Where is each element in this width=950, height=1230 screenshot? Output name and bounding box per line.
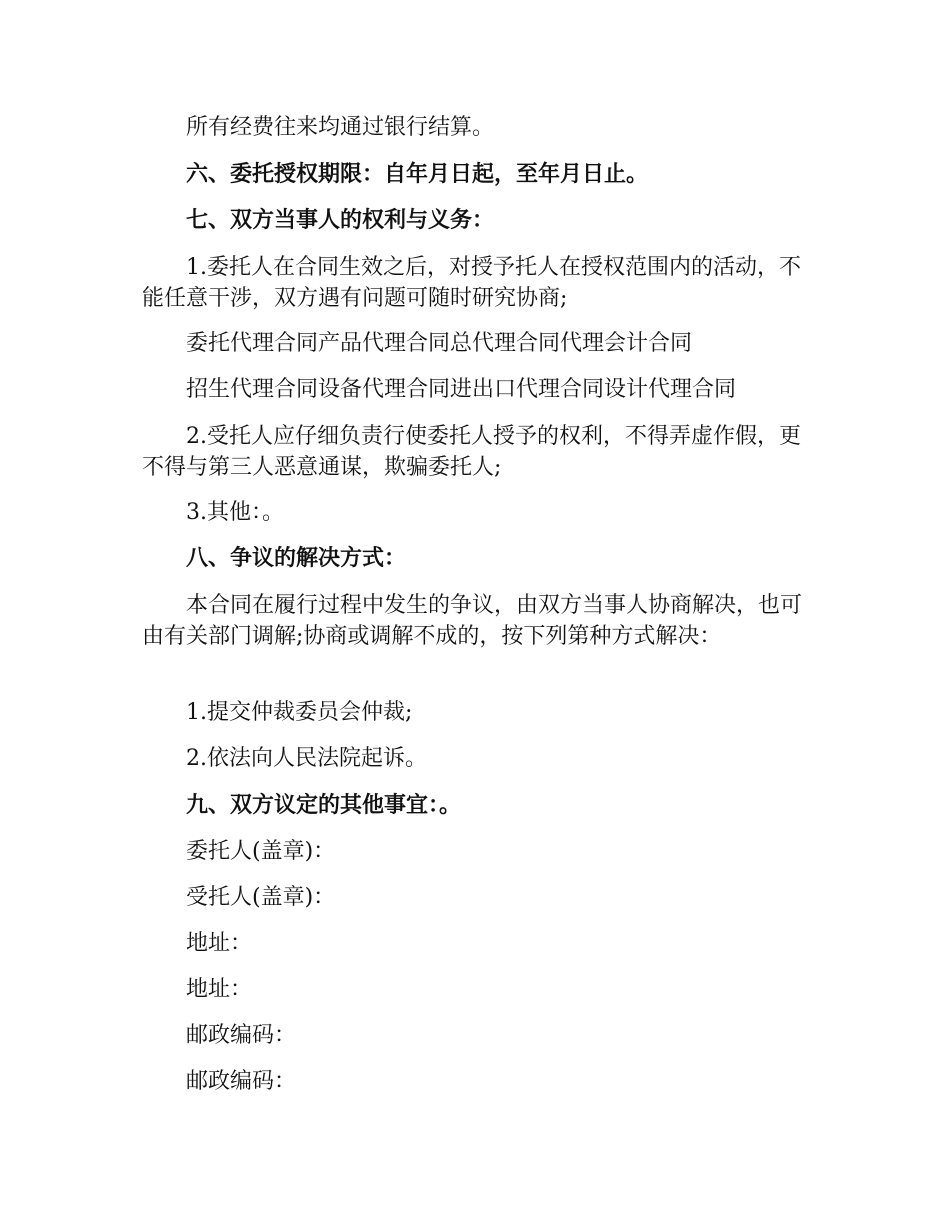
paragraph-dispute-option-1: 1.提交仲裁委员会仲裁; bbox=[186, 700, 413, 725]
principal-address: 地址： bbox=[186, 931, 253, 956]
paragraph-clause-7-1: 1.委托人在合同生效之后，对授予托人在授权范围内的活动，不能任意干涉，双方遇有问题可随时研究协商; bbox=[142, 255, 801, 311]
signature-principal-seal: 委托人(盖章)： bbox=[186, 839, 336, 864]
paragraph-clause-7-3: 3.其他：。 bbox=[186, 500, 284, 525]
heading-authorization-period: 六、委托授权期限：自年月日起，至年月日止。 bbox=[186, 161, 649, 187]
paragraph-settlement: 所有经费往来均通过银行结算。 bbox=[186, 115, 495, 140]
heading-dispute-resolution: 八、争议的解决方式： bbox=[186, 545, 407, 571]
principal-postal-code: 邮政编码： bbox=[186, 1023, 297, 1048]
paragraph-dispute-option-2: 2.依法向人民法院起诉。 bbox=[186, 746, 427, 771]
signature-agent-seal: 受托人(盖章)： bbox=[186, 885, 336, 910]
paragraph-dispute-body: 本合同在履行过程中发生的争议，由双方当事人协商解决，也可由有关部门调解;协商或调解不成的，按下列第种方式解决： bbox=[142, 593, 803, 649]
paragraph-contract-types-2: 招生代理合同设备代理合同进出口代理合同设计代理合同 bbox=[186, 377, 737, 402]
paragraph-clause-7-2: 2.受托人应仔细负责行使委托人授予的权利，不得弄虚作假，更不得与第三人恶意通谋，欺骗委托人; bbox=[142, 424, 801, 480]
heading-rights-obligations: 七、双方当事人的权利与义务： bbox=[186, 207, 495, 233]
paragraph-contract-types-1: 委托代理合同产品代理合同总代理合同代理会计合同 bbox=[186, 331, 693, 356]
agent-postal-code: 邮政编码： bbox=[186, 1069, 297, 1094]
agent-address: 地址： bbox=[186, 977, 253, 1002]
heading-other-matters: 九、双方议定的其他事宜：。 bbox=[186, 792, 462, 818]
